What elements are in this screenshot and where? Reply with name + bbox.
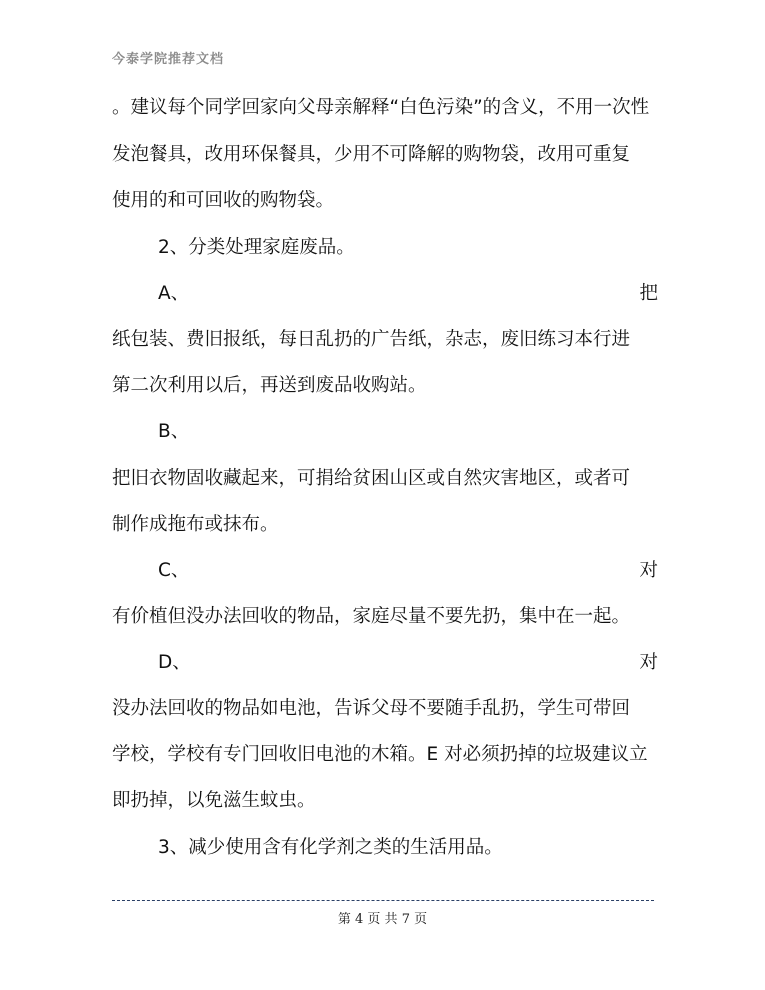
- paragraph-line: 制作成拖布或抹布。: [112, 514, 279, 535]
- item-a-continuation: 把: [639, 283, 658, 304]
- page-number: 第 4 页 共 7 页: [337, 912, 428, 927]
- section-heading: 2、分类处理家庭废品。: [158, 237, 355, 258]
- paragraph-line: 把旧衣物固收藏起来，可捐给贫困山区或自然灾害地区，或者可: [112, 468, 631, 489]
- paragraph-line: 。建议每个同学回家向父母亲解释“白色污染”的含义，不用一次性: [112, 97, 650, 118]
- item-d-label: D、: [158, 652, 191, 673]
- page-header: 今泰学院推荐文档: [112, 52, 225, 67]
- paragraph-line: 第二次利用以后，再送到废品收购站。: [112, 375, 427, 396]
- paragraph-line: 纸包装、费旧报纸，每日乱扔的广告纸，杂志，废旧练习本行进: [112, 329, 631, 350]
- paragraph-line: 有价植但没办法回收的物品，家庭尽量不要先扔，集中在一起。: [112, 606, 631, 627]
- item-d-continuation: 对: [639, 652, 658, 673]
- item-c-continuation: 对: [639, 560, 658, 581]
- paragraph-line: 使用的和可回收的购物袋。: [112, 190, 335, 211]
- item-a-label: A、: [158, 283, 190, 304]
- footer-divider: [112, 900, 654, 901]
- item-a-line: [158, 282, 658, 306]
- paragraph-line: 即扔掉，以免滋生蚊虫。: [112, 790, 316, 811]
- section-heading: 3、减少使用含有化学剂之类的生活用品。: [158, 837, 503, 858]
- paragraph-line: 发泡餐具，改用环保餐具，少用不可降解的购物袋，改用可重复: [112, 144, 631, 165]
- paragraph-line: 没办法回收的物品如电池，告诉父母不要随手乱扔，学生可带回: [112, 698, 631, 719]
- item-c-label: C、: [158, 560, 190, 581]
- item-d-line: [158, 651, 658, 675]
- item-b-label: B、: [158, 421, 190, 442]
- paragraph-line: 学校，学校有专门回收旧电池的木箱。E 对必须扔掉的垃圾建议立: [112, 744, 648, 765]
- item-c-line: [158, 559, 658, 583]
